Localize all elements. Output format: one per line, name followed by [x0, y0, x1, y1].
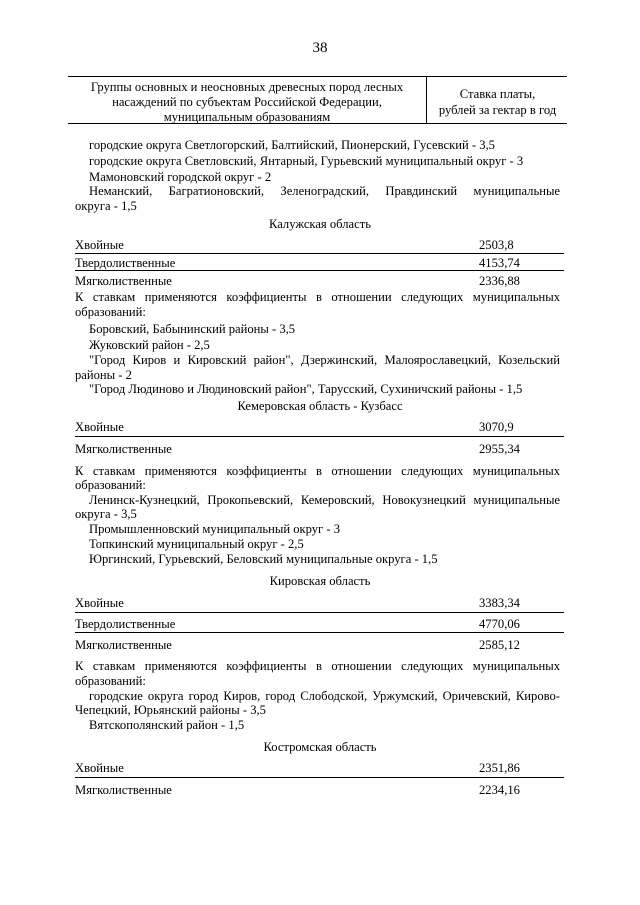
municipality-line: городские округа город Киров, город Слободской, Уржумский, Оричевский, Кирово-	[89, 689, 560, 703]
rate-value: 2585,12	[479, 638, 520, 652]
rate-value: 4153,74	[479, 256, 520, 270]
rate-value: 3383,34	[479, 596, 520, 610]
region-title-kaluga: Калужская область	[269, 217, 371, 231]
row-divider	[75, 253, 564, 254]
municipality-line: Ленинск-Кузнецкий, Прокопьевский, Кемеровский, Новокузнецкий муниципальные	[89, 493, 560, 507]
region-title-kostroma: Костромская область	[263, 740, 377, 754]
header-rate-line: рублей за гектар в год	[438, 103, 557, 117]
species-name: Твердолиственные	[75, 256, 176, 270]
intro-line: округа - 1,5	[75, 199, 137, 213]
header-groups-line: муниципальным образованиям	[163, 110, 331, 124]
row-divider	[75, 436, 564, 437]
municipality-line: округа - 3,5	[75, 507, 137, 521]
municipality-line: Боровский, Бабынинский районы - 3,5	[89, 322, 296, 336]
species-name: Мягколиственные	[75, 638, 172, 652]
table-header	[68, 76, 567, 124]
municipality-line: Топкинский муниципальный округ - 2,5	[89, 537, 304, 551]
header-groups-line: Группы основных и неосновных древесных пород лесных	[90, 80, 404, 94]
header-rate-line: Ставка платы,	[459, 87, 536, 101]
species-name: Хвойные	[75, 420, 124, 434]
header-separator	[426, 77, 427, 123]
rate-value: 4770,06	[479, 617, 520, 631]
municipality-line: районы - 2	[75, 368, 132, 382]
coefficient-note: образований:	[75, 478, 146, 492]
intro-line: городские округа Светловский, Янтарный, Гурьевский муниципальный округ - 3	[89, 154, 524, 168]
municipality-line: Чепецкий, Юрьянский районы - 3,5	[75, 703, 266, 717]
region-title-kemerovo: Кемеровская область - Кузбасс	[237, 399, 403, 413]
intro-line: Мамоновский городской округ - 2	[89, 170, 272, 184]
rate-value: 2336,88	[479, 274, 520, 288]
coefficient-note: образований:	[75, 305, 146, 319]
header-rate-column	[428, 86, 567, 118]
header-groups-column	[68, 80, 426, 125]
rate-value: 2955,34	[479, 442, 520, 456]
row-divider	[75, 270, 564, 271]
species-name: Мягколиственные	[75, 274, 172, 288]
municipality-line: Жуковский район - 2,5	[89, 338, 210, 352]
intro-line: Неманский, Багратионовский, Зеленоградский, Правдинский муниципальные	[89, 184, 560, 198]
municipality-line: Юргинский, Гурьевский, Беловский муниципальные округа - 1,5	[89, 552, 438, 566]
coefficient-note: К ставкам применяются коэффициенты в отношении следующих муниципальных	[75, 659, 560, 673]
municipality-line: "Город Киров и Кировский район", Дзержинский, Малоярославецкий, Козельский	[89, 353, 560, 367]
intro-line: городские округа Светлогорский, Балтийский, Пионерский, Гусевский - 3,5	[89, 138, 495, 152]
municipality-line: "Город Людиново и Людиновский район", Тарусский, Сухиничский районы - 1,5	[89, 382, 523, 396]
rate-value: 3070,9	[479, 420, 514, 434]
species-name: Мягколиственные	[75, 783, 172, 797]
coefficient-note: К ставкам применяются коэффициенты в отношении следующих муниципальных	[75, 290, 560, 304]
species-name: Мягколиственные	[75, 442, 172, 456]
municipality-line: Вятскополянский район - 1,5	[89, 718, 245, 732]
municipality-line: Промышленновский муниципальный округ - 3	[89, 522, 341, 536]
page-number: 38	[312, 40, 328, 56]
coefficient-note: К ставкам применяются коэффициенты в отношении следующих муниципальных	[75, 464, 560, 478]
rate-value: 2503,8	[479, 238, 514, 252]
coefficient-note: образований:	[75, 674, 146, 688]
region-title-kirov: Кировская область	[269, 574, 371, 588]
species-name: Хвойные	[75, 761, 124, 775]
species-name: Хвойные	[75, 596, 124, 610]
species-name: Хвойные	[75, 238, 124, 252]
header-groups-line: насаждений по субъектам Российской Федерации,	[112, 95, 382, 109]
row-divider	[75, 777, 564, 778]
row-divider	[75, 632, 564, 633]
species-name: Твердолиственные	[75, 617, 176, 631]
row-divider	[75, 612, 564, 613]
rate-value: 2351,86	[479, 761, 520, 775]
rate-value: 2234,16	[479, 783, 520, 797]
